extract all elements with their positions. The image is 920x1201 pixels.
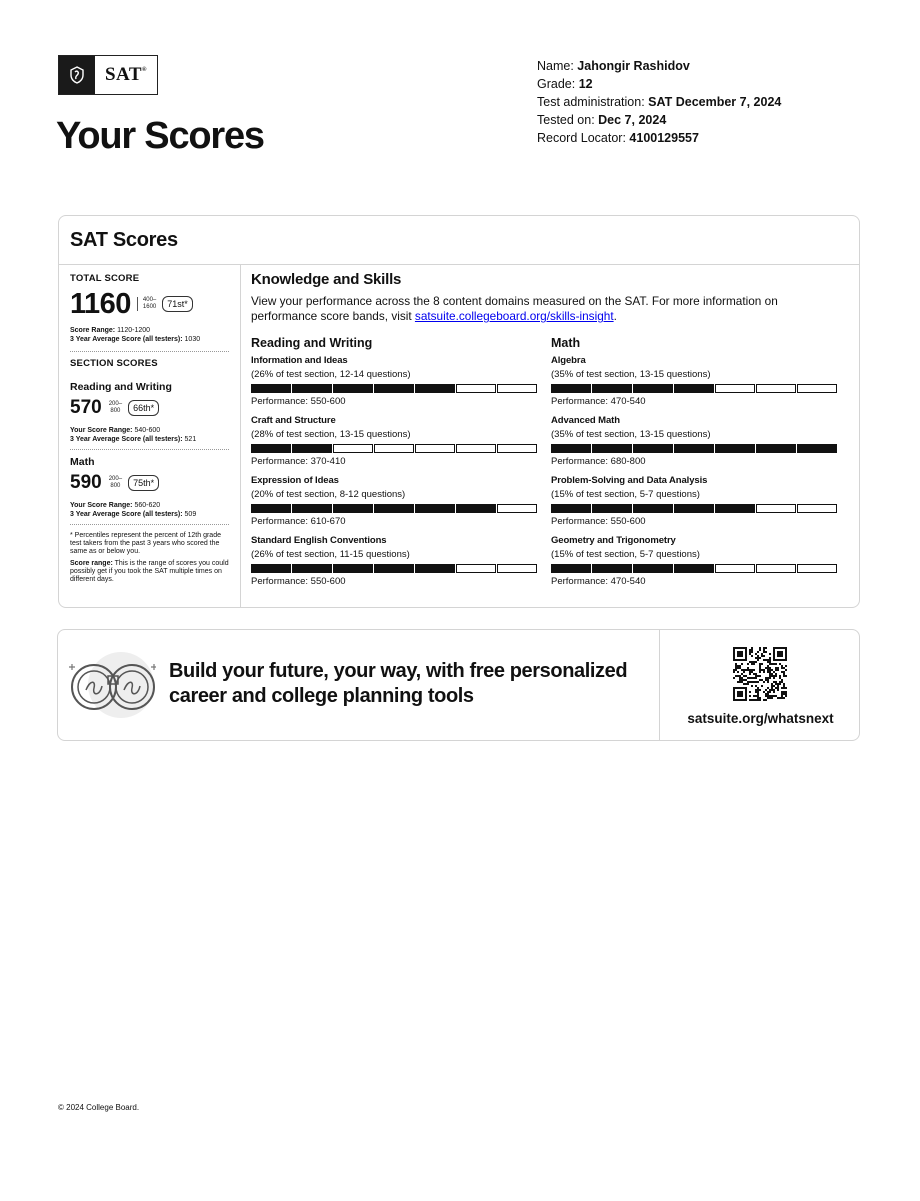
performance-segment	[333, 384, 373, 393]
domain-name: Information and Ideas	[251, 355, 348, 366]
performance-segment	[592, 384, 632, 393]
math-percentile-badge: 75th*	[128, 475, 159, 491]
performance-segment	[251, 564, 291, 573]
math-score: 590	[70, 472, 102, 493]
performance-segment	[374, 564, 414, 573]
performance-range: Performance: 550-600	[251, 396, 346, 407]
performance-segment	[456, 444, 496, 453]
math-label: Math	[70, 456, 95, 468]
performance-segment	[333, 444, 373, 453]
performance-bar	[551, 564, 839, 573]
record-locator-row: Record Locator: 4100129557	[537, 131, 699, 145]
performance-segment	[251, 384, 291, 393]
knowledge-skills-title: Knowledge and Skills	[251, 271, 402, 288]
performance-bar	[251, 564, 539, 573]
math-average: 3 Year Average Score (all testers): 509	[70, 511, 197, 518]
performance-segment	[756, 564, 796, 573]
performance-segment	[415, 504, 455, 513]
reading-domain	[251, 534, 551, 589]
performance-segment	[497, 504, 537, 513]
divider	[137, 297, 138, 311]
performance-segment	[497, 444, 537, 453]
reading-domains	[251, 336, 551, 594]
reading-percentile-badge: 66th*	[128, 400, 159, 416]
performance-segment	[292, 384, 332, 393]
performance-segment	[374, 444, 414, 453]
performance-bar	[551, 444, 839, 453]
performance-segment	[415, 444, 455, 453]
binoculars-icon	[66, 650, 156, 725]
domain-name: Standard English Conventions	[251, 535, 387, 546]
page-title: Your Scores	[56, 115, 264, 157]
performance-segment	[497, 384, 537, 393]
performance-segment	[456, 384, 496, 393]
sat-logo	[58, 55, 158, 95]
total-score-range: Score Range: 1120-1200	[70, 327, 151, 334]
performance-segment	[715, 504, 755, 513]
student-info	[537, 57, 781, 147]
performance-segment	[715, 564, 755, 573]
performance-segment	[415, 564, 455, 573]
performance-segment	[292, 444, 332, 453]
performance-range: Performance: 470-540	[551, 576, 646, 587]
performance-segment	[633, 504, 673, 513]
domain-name: Geometry and Trigonometry	[551, 535, 676, 546]
performance-segment	[456, 564, 496, 573]
reading-writing-label: Reading and Writing	[70, 381, 172, 393]
total-score: 1160	[70, 288, 131, 320]
performance-segment	[551, 564, 591, 573]
sat-scores-card	[58, 215, 860, 608]
reading-average: 3 Year Average Score (all testers): 521	[70, 436, 197, 443]
performance-range: Performance: 370-410	[251, 456, 346, 467]
performance-segment	[715, 384, 755, 393]
math-domain	[551, 474, 851, 529]
dotted-divider	[70, 351, 229, 352]
performance-segment	[756, 384, 796, 393]
performance-bar	[251, 444, 539, 453]
domain-weight: (26% of test section, 12-14 questions)	[251, 369, 411, 380]
math-score-scale: 200– 800	[108, 476, 123, 489]
performance-segment	[756, 504, 796, 513]
total-percentile-badge: 71st*	[162, 296, 193, 312]
performance-segment	[797, 444, 837, 453]
total-score-scale: 400– 1600	[142, 297, 157, 310]
performance-segment	[551, 384, 591, 393]
section-scores-label: SECTION SCORES	[70, 358, 158, 369]
performance-range: Performance: 470-540	[551, 396, 646, 407]
reading-score-row	[70, 396, 229, 420]
copyright: © 2024 College Board.	[58, 1103, 140, 1112]
total-score-row	[70, 288, 229, 320]
qr-code-icon[interactable]	[733, 647, 787, 706]
spacer	[106, 476, 107, 490]
performance-segment	[333, 564, 373, 573]
performance-range: Performance: 550-600	[251, 576, 346, 587]
performance-segment	[633, 444, 673, 453]
math-domains	[551, 336, 851, 594]
performance-segment	[674, 504, 714, 513]
reading-domain	[251, 414, 551, 469]
performance-segment	[797, 504, 837, 513]
performance-bar	[251, 504, 539, 513]
performance-segment	[592, 504, 632, 513]
math-score-range: Your Score Range: 560-620	[70, 502, 161, 509]
performance-segment	[374, 504, 414, 513]
domain-name: Advanced Math	[551, 415, 620, 426]
acorn-shield-icon	[59, 56, 95, 94]
domain-name: Craft and Structure	[251, 415, 336, 426]
math-score-row	[70, 471, 229, 495]
performance-segment	[292, 504, 332, 513]
domain-name: Problem-Solving and Data Analysis	[551, 475, 708, 486]
performance-segment	[251, 504, 291, 513]
domain-weight: (35% of test section, 13-15 questions)	[551, 369, 711, 380]
performance-bar	[251, 384, 539, 393]
performance-segment	[551, 504, 591, 513]
performance-range: Performance: 550-600	[551, 516, 646, 527]
performance-segment	[674, 564, 714, 573]
domain-columns	[251, 336, 851, 594]
percentile-note: * Percentiles represent the percent of 12th grade test takers from the past 3 years who scored the same as or below you.	[70, 532, 221, 555]
domain-weight: (15% of test section, 5-7 questions)	[551, 489, 700, 500]
performance-segment	[456, 504, 496, 513]
reading-score-range: Your Score Range: 540-600	[70, 427, 161, 434]
score-summary	[59, 265, 241, 608]
math-domain	[551, 414, 851, 469]
performance-range: Performance: 610-670	[251, 516, 346, 527]
performance-segment	[497, 564, 537, 573]
performance-segment	[756, 444, 796, 453]
math-domains-title: Math	[551, 336, 581, 350]
performance-segment	[374, 384, 414, 393]
performance-segment	[674, 384, 714, 393]
performance-segment	[251, 444, 291, 453]
domain-weight: (20% of test section, 8-12 questions)	[251, 489, 406, 500]
performance-segment	[551, 444, 591, 453]
reading-domain-list	[251, 354, 551, 589]
reading-domain	[251, 354, 551, 409]
performance-range: Performance: 680-800	[551, 456, 646, 467]
knowledge-skills	[251, 271, 851, 594]
domain-weight: (15% of test section, 5-7 questions)	[551, 549, 700, 560]
tested-on-row: Tested on: Dec 7, 2024	[537, 113, 667, 127]
whatsnext-link[interactable]: satsuite.org/whatsnext	[687, 711, 834, 726]
domain-weight: (26% of test section, 11-15 questions)	[251, 549, 410, 560]
performance-segment	[592, 444, 632, 453]
reading-domains-title: Reading and Writing	[251, 336, 373, 350]
performance-segment	[797, 384, 837, 393]
performance-bar	[551, 384, 839, 393]
math-domain	[551, 534, 851, 589]
reading-writing-score: 570	[70, 397, 102, 418]
domain-weight: (28% of test section, 13-15 questions)	[251, 429, 411, 440]
grade-row: Grade: 12	[537, 77, 593, 91]
performance-segment	[674, 444, 714, 453]
total-average: 3 Year Average Score (all testers): 1030	[70, 336, 201, 343]
dotted-divider	[70, 449, 229, 450]
performance-segment	[333, 504, 373, 513]
performance-segment	[633, 384, 673, 393]
performance-bar	[551, 504, 839, 513]
test-admin-row: Test administration: SAT December 7, 2024	[537, 95, 782, 109]
planning-tools-message: Build your future, your way, with free personalized career and college planning tools	[169, 660, 628, 707]
reading-domain	[251, 474, 551, 529]
performance-segment	[592, 564, 632, 573]
dotted-divider	[70, 524, 229, 525]
performance-segment	[633, 564, 673, 573]
planning-tools-card	[57, 629, 860, 741]
skills-insight-link[interactable]: satsuite.collegeboard.org/skills-insight	[414, 309, 614, 323]
domain-name: Algebra	[551, 355, 586, 366]
domain-weight: (35% of test section, 13-15 questions)	[551, 429, 711, 440]
performance-segment	[797, 564, 837, 573]
card-title: SAT Scores	[59, 216, 859, 265]
performance-segment	[292, 564, 332, 573]
performance-segment	[415, 384, 455, 393]
score-range-note: Score range: This is the range of scores you could possibly get if you took the SAT multiple times on different days.	[70, 560, 229, 583]
knowledge-skills-description: View your performance across the 8 content domains measured on the SAT. For more information on performance score bands, visit satsuite.collegeboard.org/skills-insight.	[251, 294, 778, 323]
domain-name: Expression of Ideas	[251, 475, 339, 486]
spacer	[106, 401, 107, 415]
logo-wordmark: SAT ®	[104, 64, 148, 85]
name-row: Name: Jahongir Rashidov	[537, 59, 690, 73]
reading-score-scale: 200– 800	[108, 401, 123, 414]
math-domain-list	[551, 354, 851, 589]
performance-segment	[715, 444, 755, 453]
total-score-label: TOTAL SCORE	[70, 273, 140, 284]
math-domain	[551, 354, 851, 409]
